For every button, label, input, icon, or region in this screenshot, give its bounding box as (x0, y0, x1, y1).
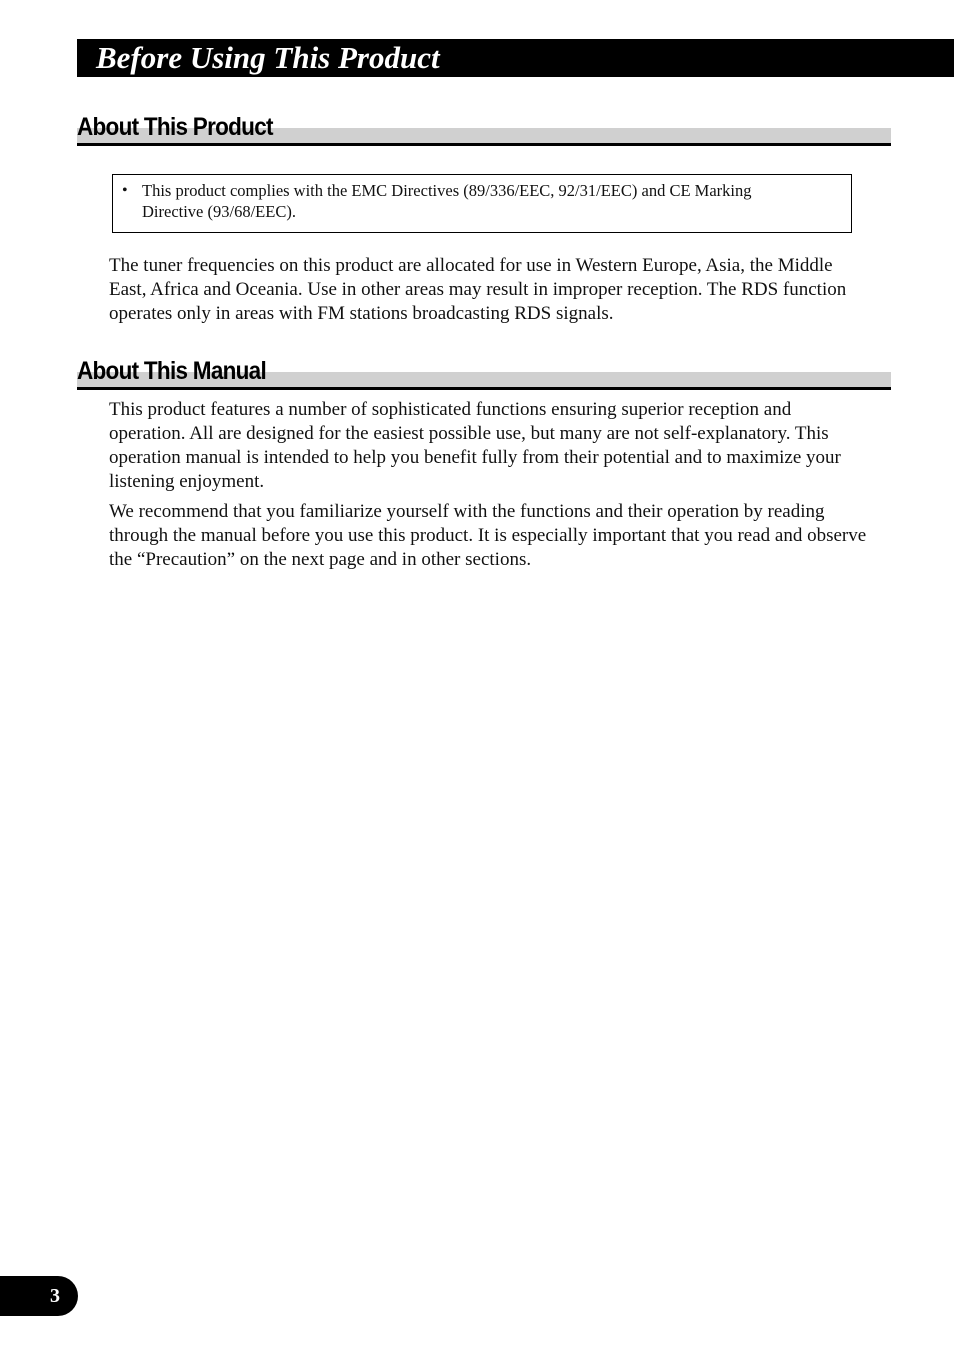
heading-rule (77, 143, 891, 146)
section-title: About This Product (77, 113, 273, 141)
page-number: 3 (50, 1285, 60, 1307)
tuner-frequency-paragraph: The tuner frequencies on this product are allocated for use in Western Europe, Asia, the Middle East, Africa and Oceania. Use in other areas may result in improper reception. The RDS function operates only in areas with FM stations broadcasting RDS signals. (109, 255, 847, 324)
chapter-title: Before Using This Product (96, 40, 440, 75)
compliance-notice-box (112, 174, 852, 233)
heading-rule (77, 387, 891, 390)
section-heading-about-product (77, 112, 891, 148)
bullet-icon: • (122, 182, 128, 199)
section-heading-about-manual (77, 356, 891, 392)
chapter-header-bar (77, 39, 954, 77)
manual-intro-paragraph: This product features a number of sophisticated functions ensuring superior reception and operation. All are designed for the easiest possible use, but many are not self-explanatory. This operation manual is intended to help you benefit fully from their potential and to maximize your listening enjoyment. (109, 399, 841, 492)
compliance-notice-text: This product complies with the EMC Directives (89/336/EEC, 92/31/EEC) and CE Marking Directive (93/68/EEC). (142, 181, 752, 221)
manual-recommendation-paragraph: We recommend that you familiarize yourself with the functions and their operation by reading through the manual before you use this product. It is especially important that you read and observe the “Precaution” on the next page and in other sections. (109, 501, 867, 570)
section-title: About This Manual (77, 357, 266, 385)
page-number-tab (0, 1276, 78, 1316)
